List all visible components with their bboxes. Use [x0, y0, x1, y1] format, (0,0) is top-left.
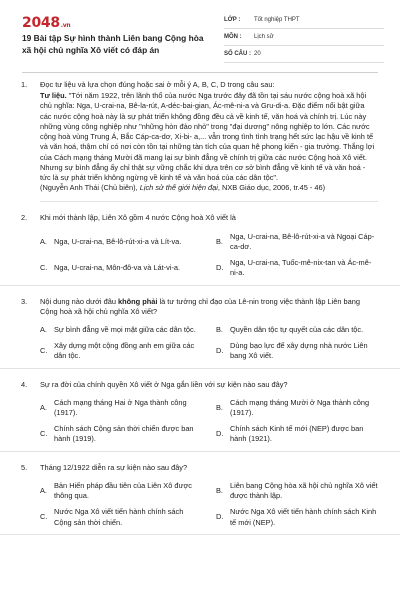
option-text: Dùng bạo lực để xây dựng nhà nước Liên bang Xô viết. [230, 341, 368, 361]
question-text-end: là tư tưởng chỉ đạo của Lê-nin trong việc thành lập Liên bang Cộng hoà xã hội chủ nghĩa Xô viết? [40, 296, 360, 316]
option-text: Chính sách Cộng sản thời chiến được ban hành (1919). [54, 424, 194, 444]
question-text: Tháng 12/1922 diễn ra sự kiện nào sau đây? [40, 462, 188, 472]
option-text: Liên bang Cộng hòa xã hội chủ nghĩa Xô viết được thành lập. [230, 480, 378, 501]
option-text: Nga, U-crai-na, Môn-đô-va và Lát-vi-a. [54, 263, 181, 273]
source-passage [40, 91, 378, 193]
meta-key: SỐ CÂU : [224, 50, 251, 57]
option-d[interactable] [216, 341, 378, 361]
answer-options [0, 232, 400, 286]
question-list [0, 80, 400, 535]
option-letter: D. [216, 512, 224, 522]
option-text: Quyền dân tộc tự quyết của các dân tộc. [230, 324, 364, 334]
option-letter: B. [216, 236, 223, 246]
option-text: Sự bình đẳng về mọi mặt giữa các dân tộc. [54, 324, 196, 334]
question-2 [0, 213, 400, 223]
passage-lead: Tư liệu. [40, 91, 67, 101]
passage-text: "Tới năm 1922, trên lãnh thổ của nước Nga trước đây đã tồn tại sáu nước cộng hoà xã hội chủ nghĩa: Nga, U-crai-na, Bê-la-rút, A-déc-bai-gian, Ác-mê-ni-a và Gru-di-a. Đặc điểm nổi bật giữa các nước cộng hoà này là sự phát triển không đồng đều cả về kinh tế, văn hoá và chính trị. Lúc này những vùng công nghiệp như "những hòn đảo nhỏ" trong "đại dương" nông nghiệp to lớn. Các nước cộng hoà vùng Trung Á, Bắc Cáp-ca-dơ, Xi-bi- a,... vẫn trong tình tình trạng hết sức lạc hậu về kinh tế và văn hoá, thậm chí có nơi còn tồn tại những tàn tích của quan hệ phong kiến - gia trưởng. Thắng lợi của Cách mạng tháng Mười đã mang lại sự bình đẳng về chính trị giữa các nước Cộng hoà Xô viết. Nhưng sự bình đẳng ấy chỉ thật sự vững chắc khi dựa trên cơ sở bình đẳng về kinh tế và văn hoá - tức là sự phát triển không ngừng về kinh tế và văn hoá của các dân tộc". [40, 91, 375, 182]
answer-options [0, 325, 400, 369]
option-text: Cách mạng tháng Hai ở Nga thành công (1917). [54, 397, 187, 418]
option-c[interactable] [40, 507, 202, 527]
citation-author: (Nguyễn Anh Thái (Chủ biên), [40, 183, 140, 193]
logo-text: 2048 [22, 15, 60, 31]
meta-key: MÔN : [224, 33, 242, 40]
question-separator [40, 193, 378, 202]
spacer [0, 452, 400, 463]
answer-options [0, 481, 400, 535]
meta-row-grade [224, 12, 384, 29]
spacer [0, 286, 400, 297]
option-text: Nga, U-crai-na, Tuốc-mê-nix-tan và Ác-mê-ni-a. [230, 258, 372, 278]
citation-book-title: Lịch sử thế giới hiện đại [139, 183, 218, 193]
question-text: Khi mới thành lập, Liên Xô gồm 4 nước Cộng hoà Xô viết là [40, 213, 236, 223]
option-text: Nga, U-crai-na, Bê-lô-rút-xi-a và Ngoại Cáp-ca-dơ. [230, 231, 375, 251]
option-text: Nước Nga Xô viết tiến hành chính sách Cộng sản thời chiến. [54, 507, 184, 527]
option-letter: A. [40, 402, 47, 412]
option-a[interactable] [40, 232, 202, 252]
option-c[interactable] [40, 341, 202, 361]
option-letter: C. [40, 263, 48, 273]
option-letter: A. [40, 324, 47, 334]
option-b[interactable] [216, 481, 378, 501]
meta-row-subject [224, 29, 384, 46]
option-letter: D. [216, 429, 224, 439]
option-d[interactable] [216, 507, 378, 527]
header-divider [22, 72, 378, 73]
option-letter: C. [40, 512, 48, 522]
question-5 [0, 463, 400, 473]
question-number: 5. [21, 462, 28, 472]
option-text: Nga, U-crai-na, Bê-lô-rút-xi-a và Lít-va. [54, 236, 182, 246]
question-intro: Đọc tư liệu và lựa chọn đúng hoặc sai ở mỗi ý A, B, C, D trong câu sau: [40, 80, 275, 89]
page-header [0, 0, 400, 70]
option-text: Chính sách Kinh tế mới (NEP) được ban hành (1921). [230, 424, 364, 444]
option-letter: A. [40, 236, 47, 246]
option-b[interactable] [216, 398, 378, 418]
document-title: 19 Bài tập Sự hình thành Liên bang Cộng hòa xã hội chủ nghĩa Xô viết có đáp án [22, 33, 204, 55]
option-letter: B. [216, 324, 223, 334]
question-number: 2. [21, 213, 28, 223]
option-letter: B. [216, 402, 223, 412]
option-letter: D. [216, 346, 224, 356]
meta-value: Lịch sử [254, 33, 274, 40]
option-c[interactable] [40, 258, 202, 278]
option-a[interactable] [40, 481, 202, 501]
option-c[interactable] [40, 424, 202, 444]
site-logo[interactable] [22, 14, 70, 33]
question-text [40, 297, 378, 317]
option-d[interactable] [216, 258, 378, 278]
passage-citation [40, 183, 378, 193]
option-text: Bản Hiến pháp đầu tiên của Liên Xô được thông qua. [54, 480, 192, 501]
question-text: Sự ra đời của chính quyền Xô viết ở Nga gắn liền với sự kiện nào sau đây? [40, 379, 288, 389]
meta-value: 20 [254, 50, 261, 57]
option-a[interactable] [40, 325, 202, 335]
option-letter: A. [40, 486, 47, 496]
question-number: 4. [21, 379, 28, 389]
option-letter: B. [216, 486, 223, 496]
logo-suffix: .vn [60, 22, 71, 29]
question-3 [0, 297, 400, 317]
option-text: Nước Nga Xô viết tiến hành chính sách Kinh tế mới (NEP). [230, 507, 377, 527]
question-number: 3. [21, 296, 28, 306]
answer-options [0, 398, 400, 452]
question-emphasis: không phải [118, 296, 158, 306]
option-d[interactable] [216, 424, 378, 444]
meta-row-question-count [224, 46, 384, 63]
question-number: 1. [21, 80, 28, 89]
option-letter: D. [216, 263, 224, 273]
meta-value: Tốt nghiệp THPT [254, 16, 300, 23]
spacer [0, 369, 400, 380]
option-b[interactable] [216, 232, 378, 252]
question-1 [0, 80, 400, 193]
citation-publisher: , NXB Giáo dục, 2006, tr.45 - 46) [217, 183, 326, 193]
meta-key: LỚP : [224, 16, 241, 23]
meta-info-table [224, 12, 384, 63]
option-a[interactable] [40, 398, 202, 418]
question-text-start: Nội dung nào dưới đâu [40, 296, 119, 306]
option-letter: C. [40, 429, 48, 439]
option-b[interactable] [216, 325, 378, 335]
question-4 [0, 380, 400, 390]
option-letter: C. [40, 346, 48, 356]
option-text: Xây dựng một cộng đồng anh em giữa các dân tộc. [54, 341, 195, 361]
option-text: Cách mạng tháng Mười ở Nga thành công (1917). [230, 397, 370, 418]
